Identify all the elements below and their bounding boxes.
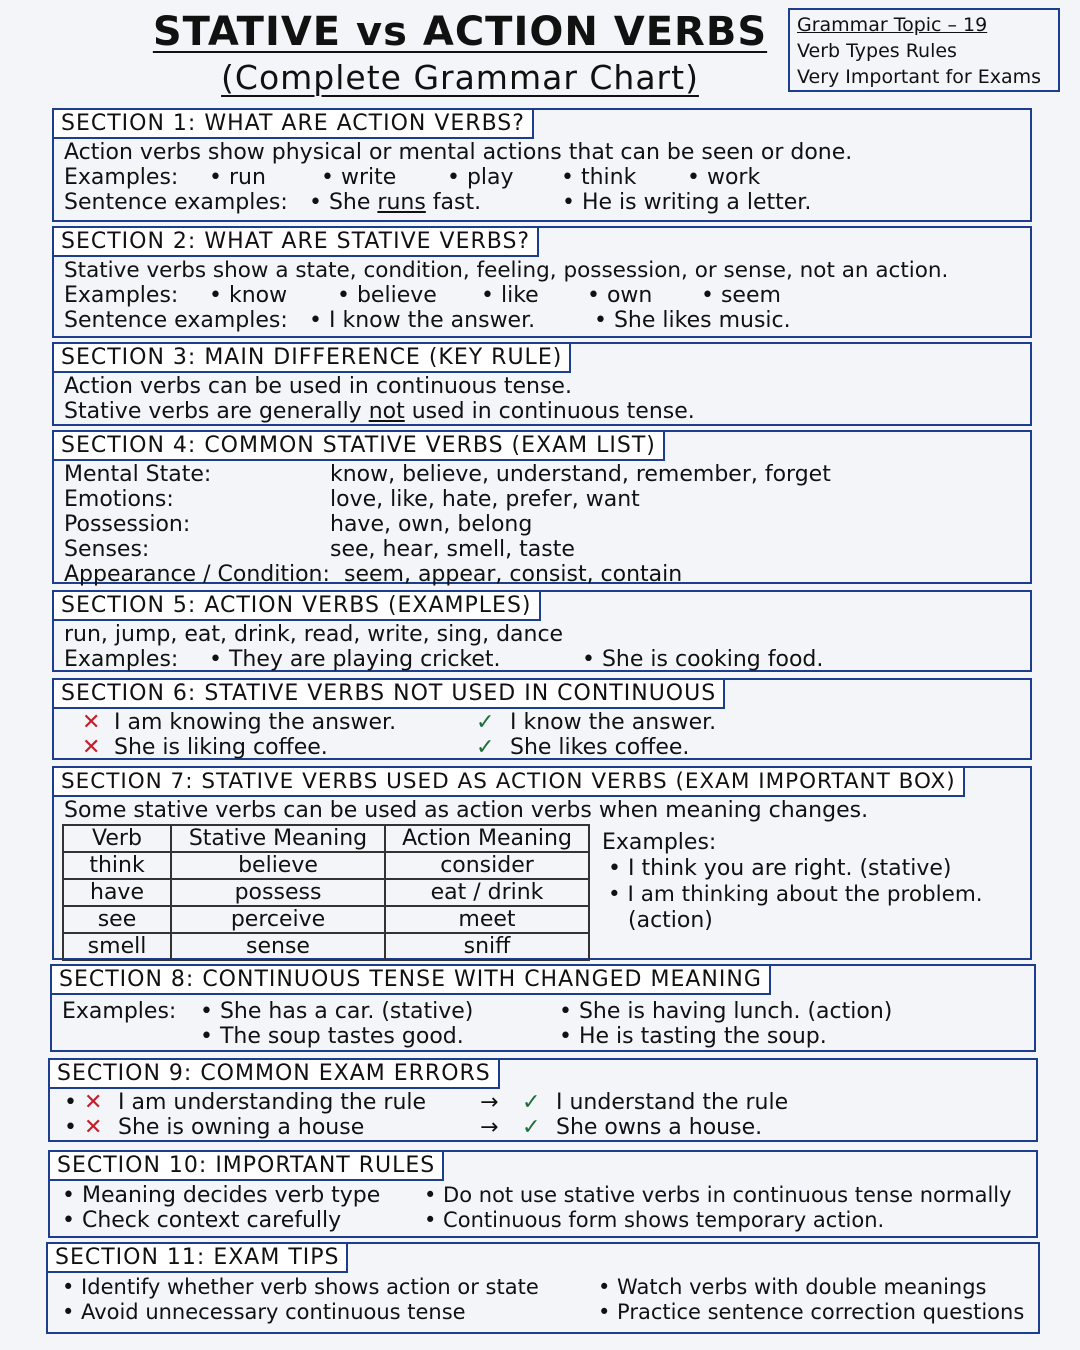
section-1 xyxy=(52,108,1032,222)
sentence-text: • She xyxy=(309,190,378,215)
correct-sentence: I understand the rule xyxy=(556,1090,789,1115)
cross-icon: ✕ xyxy=(82,710,101,735)
tip-item: • Avoid unnecessary continuous tense xyxy=(62,1300,466,1324)
section-11 xyxy=(46,1242,1040,1334)
section-1-sentences xyxy=(64,190,1030,215)
example-verb: • believe xyxy=(337,283,437,308)
table-cell: have xyxy=(63,879,171,906)
table-cell: possess xyxy=(171,879,385,906)
stative-category-row xyxy=(64,487,1030,512)
section-2-definition: Stative verbs show a state, condition, feeling, possession, or sense, not an action. xyxy=(64,258,949,283)
table-cell: eat / drink xyxy=(385,879,589,906)
section-3 xyxy=(52,342,1032,426)
section-8-heading: SECTION 8: CONTINUOUS TENSE WITH CHANGED MEANING xyxy=(50,964,771,995)
rule-item: • Meaning decides verb type xyxy=(62,1183,381,1208)
stative-category-row xyxy=(64,537,1030,562)
example-verb: • run xyxy=(209,165,266,190)
table-cell: sense xyxy=(171,933,385,960)
examples-label: Examples: xyxy=(602,830,717,855)
sentence-example: • She is having lunch. (action) xyxy=(559,999,893,1024)
examples-label: Examples: xyxy=(64,165,179,190)
action-verb-list: run, jump, eat, drink, read, write, sing, dance xyxy=(64,622,564,647)
section-4-heading: SECTION 4: COMMON STATIVE VERBS (EXAM LIST) xyxy=(52,430,665,461)
table-row xyxy=(63,852,589,879)
section-3-heading: SECTION 3: MAIN DIFFERENCE (KEY RULE) xyxy=(52,342,571,373)
section-1-examples xyxy=(64,165,1030,190)
example-verb: • work xyxy=(687,165,761,190)
section-5-examples xyxy=(64,647,1030,672)
check-icon: ✓ xyxy=(522,1115,541,1140)
underlined-not: not xyxy=(368,399,405,424)
sentence-example: • She likes music. xyxy=(594,308,791,333)
section-3-line-2 xyxy=(64,399,1030,424)
category-label: Possession: xyxy=(64,512,191,537)
section-7 xyxy=(52,766,1032,960)
section-10 xyxy=(48,1150,1038,1238)
correct-sentence: She owns a house. xyxy=(556,1115,763,1140)
tips-row-1 xyxy=(58,1275,1038,1300)
tips-row-2 xyxy=(58,1300,1038,1325)
rules-row-2 xyxy=(60,1208,1036,1233)
rule-item: • Do not use stative verbs in continuous tense normally xyxy=(424,1183,1012,1207)
check-icon: ✓ xyxy=(476,735,495,760)
category-verbs: see, hear, smell, taste xyxy=(330,537,575,562)
tip-item: • Practice sentence correction questions xyxy=(598,1300,1025,1324)
section-1-heading: SECTION 1: WHAT ARE ACTION VERBS? xyxy=(52,108,534,139)
section-1-definition: Action verbs show physical or mental actions that can be seen or done. xyxy=(64,140,853,165)
stative-category-row xyxy=(64,512,1030,537)
example-verb: • own xyxy=(587,283,653,308)
category-verbs: know, believe, understand, remember, forget xyxy=(330,462,831,487)
table-cell: believe xyxy=(171,852,385,879)
category-verbs: love, like, hate, prefer, want xyxy=(330,487,640,512)
tip-item: • Watch verbs with double meanings xyxy=(598,1275,987,1299)
section-8 xyxy=(50,964,1036,1052)
category-verbs: have, own, belong xyxy=(330,512,533,537)
section-5 xyxy=(52,590,1032,672)
wrong-sentence: I am knowing the answer. xyxy=(114,710,397,735)
section-11-heading: SECTION 11: EXAM TIPS xyxy=(46,1242,348,1273)
table-cell: see xyxy=(63,906,171,933)
topic-name: Verb Types Rules xyxy=(797,40,957,62)
section-8-row-2 xyxy=(62,1024,1034,1049)
section-2-heading: SECTION 2: WHAT ARE STATIVE VERBS? xyxy=(52,226,539,257)
error-row xyxy=(60,1115,1036,1140)
section-7-examples xyxy=(602,830,1030,934)
tip-item: • Identify whether verb shows action or state xyxy=(62,1275,539,1299)
wrong-sentence: She is liking coffee. xyxy=(114,735,328,760)
column-header: Action Meaning xyxy=(385,825,589,852)
example-verb: • seem xyxy=(701,283,781,308)
sentence-example: • The soup tastes good. xyxy=(200,1024,464,1049)
example-verb: • think xyxy=(561,165,637,190)
page-subtitle: (Complete Grammar Chart) xyxy=(221,58,699,97)
category-verbs: seem, appear, consist, contain xyxy=(344,562,683,587)
table-header-row xyxy=(63,825,589,852)
examples-label: Examples: xyxy=(64,647,179,672)
page-title-block xyxy=(150,8,770,100)
section-6 xyxy=(52,678,1032,760)
category-label: Appearance / Condition: xyxy=(64,562,330,587)
sentence-example: • He is writing a letter. xyxy=(562,190,812,215)
wrong-sentence: I am understanding the rule xyxy=(118,1090,427,1115)
bullet: • xyxy=(64,1090,77,1115)
sentence-example: • She is cooking food. xyxy=(582,647,824,672)
sentence-example: • They are playing cricket. xyxy=(209,647,501,672)
section-7-intro: Some stative verbs can be used as action verbs when meaning changes. xyxy=(64,798,869,823)
cross-icon: ✕ xyxy=(84,1090,103,1115)
correction-row xyxy=(64,710,1030,735)
section-8-row-1 xyxy=(62,999,1034,1024)
section-7-heading: SECTION 7: STATIVE VERBS USED AS ACTION VERBS (EXAM IMPORTANT BOX) xyxy=(52,766,965,797)
column-header: Verb xyxy=(63,825,171,852)
example-verb: • like xyxy=(481,283,539,308)
sentence-label: Sentence examples: xyxy=(64,308,288,333)
cross-icon: ✕ xyxy=(82,735,101,760)
underlined-verb: runs xyxy=(377,190,426,215)
table-row xyxy=(63,879,589,906)
table-cell: smell xyxy=(63,933,171,960)
topic-box xyxy=(788,8,1060,92)
section-10-heading: SECTION 10: IMPORTANT RULES xyxy=(48,1150,444,1181)
table-cell: meet xyxy=(385,906,589,933)
error-row xyxy=(60,1090,1036,1115)
section-9 xyxy=(48,1058,1038,1142)
examples-label: Examples: xyxy=(62,999,177,1024)
category-label: Emotions: xyxy=(64,487,174,512)
wrong-sentence: She is owning a house xyxy=(118,1115,365,1140)
sentence-example xyxy=(309,190,481,215)
section-4 xyxy=(52,430,1032,587)
section-9-heading: SECTION 9: COMMON EXAM ERRORS xyxy=(48,1058,500,1089)
table-cell: sniff xyxy=(385,933,589,960)
arrow-icon: → xyxy=(480,1115,499,1140)
table-cell: consider xyxy=(385,852,589,879)
section-2-sentences xyxy=(64,308,1030,333)
section-6-heading: SECTION 6: STATIVE VERBS NOT USED IN CONTINUOUS xyxy=(52,678,725,709)
example-verb: • know xyxy=(209,283,288,308)
sentence-example: • I think you are right. (stative) xyxy=(608,856,952,881)
correct-sentence: She likes coffee. xyxy=(510,735,690,760)
verb-meaning-table xyxy=(62,824,590,961)
rules-row-1 xyxy=(60,1183,1036,1208)
sentence-example: • I am thinking about the problem. xyxy=(608,882,983,907)
examples-label: Examples: xyxy=(64,283,179,308)
correct-sentence: I know the answer. xyxy=(510,710,717,735)
table-cell: perceive xyxy=(171,906,385,933)
table-row xyxy=(63,933,589,960)
page-title: STATIVE vs ACTION VERBS xyxy=(152,9,768,55)
topic-note: Very Important for Exams xyxy=(797,66,1042,88)
sentence-example: • He is tasting the soup. xyxy=(559,1024,827,1049)
sentence-example: • I know the answer. xyxy=(309,308,536,333)
rule-item: • Continuous form shows temporary action. xyxy=(424,1208,885,1232)
arrow-icon: → xyxy=(480,1090,499,1115)
category-label: Mental State: xyxy=(64,462,212,487)
stative-category-row xyxy=(64,562,1030,587)
example-verb: • write xyxy=(321,165,397,190)
topic-number: Grammar Topic – 19 xyxy=(797,14,988,36)
cross-icon: ✕ xyxy=(84,1115,103,1140)
rule-text: Stative verbs are generally xyxy=(64,399,369,424)
sentence-label: Sentence examples: xyxy=(64,190,288,215)
check-icon: ✓ xyxy=(476,710,495,735)
section-2 xyxy=(52,226,1032,338)
rule-item: • Check context carefully xyxy=(62,1208,342,1233)
check-icon: ✓ xyxy=(522,1090,541,1115)
table-row xyxy=(63,906,589,933)
stative-category-row xyxy=(64,462,1030,487)
section-2-examples xyxy=(64,283,1030,308)
table-cell: think xyxy=(63,852,171,879)
sentence-example-note: (action) xyxy=(628,908,713,933)
section-3-line-1: Action verbs can be used in continuous tense. xyxy=(64,374,572,399)
section-5-heading: SECTION 5: ACTION VERBS (EXAMPLES) xyxy=(52,590,541,621)
category-label: Senses: xyxy=(64,537,150,562)
column-header: Stative Meaning xyxy=(171,825,385,852)
rule-text: used in continuous tense. xyxy=(404,399,695,424)
sentence-example: • She has a car. (stative) xyxy=(200,999,474,1024)
sentence-text: fast. xyxy=(425,190,482,215)
correction-row xyxy=(64,735,1030,760)
bullet: • xyxy=(64,1115,77,1140)
example-verb: • play xyxy=(447,165,514,190)
